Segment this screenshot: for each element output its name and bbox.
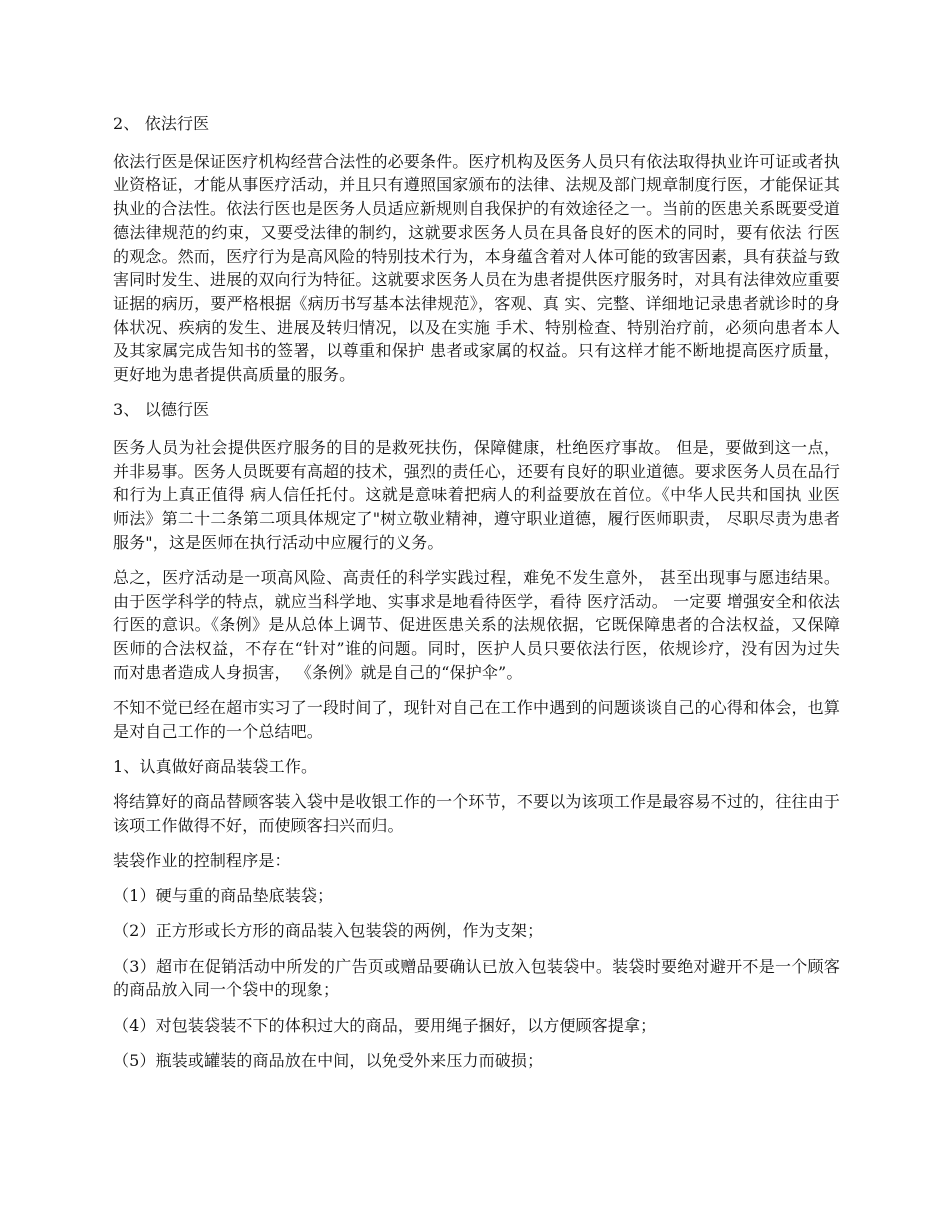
paragraph-bagging-description: 将结算好的商品替顾客装入袋中是收银工作的一个环节，不要以为该项工作是最容易不过的，往往由于该项工作做得不好，而使顾客扫兴而归。 xyxy=(113,792,840,835)
list-item-2: （2）正方形或长方形的商品装入包装袋的两例，作为支架； xyxy=(113,921,544,941)
list-item-4: （4）对包装袋装不下的体积过大的商品，要用绳子捆好，以方便顾客提拿； xyxy=(113,1015,657,1035)
list-item-3: （3）超市在促销活动中所发的广告页或赠品要确认已放入包装袋中。装袋时要绝对避开不是一个顾客的商品放入同一个袋中的现象； xyxy=(113,956,840,1000)
paragraph-bagging-procedure: 装袋作业的控制程序是： xyxy=(113,850,291,870)
document-page xyxy=(113,112,840,1084)
section-heading-3: 3、 以德行医 xyxy=(113,400,210,420)
paragraph-ethical-practice: 医务人员为社会提供医疗服务的目的是救死扶伤，保障健康，杜绝医疗事故。 但是，要做到这一点， 并非易事。医务人员既要有高超的技术，强烈的责任心，还要有良好的职业道德。要求医务人员在品行和行为上真正值得 病人信任托付。这就是意味着把病人的利益要放在首位。《中华人民共和国执 业医师法》第二十二条第二项具体规定了"树立敬业精神，遵守职业道德，履行医师职责， 尽职尽责为患者服务"，这是医师在执行活动中应履行的义务。 xyxy=(113,437,840,552)
paragraph-bagging-title: 1、认真做好商品装袋工作。 xyxy=(113,756,318,776)
paragraph-internship-intro: 不知不觉已经在超市实习了一段时间了，现针对自己在工作中遇到的问题谈谈自己的心得和体会，也算是对自己工作的一个总结吧。 xyxy=(113,697,840,741)
section-heading-2: 2、 依法行医 xyxy=(113,114,210,133)
paragraph-legal-practice: 依法行医是保证医疗机构经营合法性的必要条件。医疗机构及医务人员只有依法取得执业许可证或者执业资格证，才能从事医疗活动，并且只有遵照国家颁布的法律、法规及部门规章制度行医，才能保证其执业的合法性。依法行医也是医务人员适应新规则自我保护的有效途径之一。当前的医患关系既要受道德法律规范的约束，又要受法律的制约，这就要求医务人员在具备良好的医术的同时，要有依法 行医的观念。然而，医疗行为是高风险的特别技术行为，本身蕴含着对人体可能的致害因素，具有获益与致害同时发生、进展的双向行为特征。这就要求医务人员在为患者提供医疗服务时，对具有法律效应重要证据的病历，要严格根据《病历书写基本法律规范》，客观、真 实、完整、详细地记录患者就诊时的身体状况、疾病的发生、进展及转归情况，以及在实施 手术、特别检查、特别治疗前，必须向患者本人及其家属完成告知书的签署，以尊重和保护 患者或家属的权益。只有这样才能不断地提高医疗质量，更好地为患者提供高质量的服务。 xyxy=(113,151,840,385)
list-item-1: （1）硬与重的商品垫底装袋； xyxy=(113,886,334,906)
paragraph-summary: 总之，医疗活动是一项高风险、高责任的科学实践过程，难免不发生意外， 甚至出现事与愿违结果。由于医学科学的特点，就应当科学地、实事求是地看待医学，看待 医疗活动。 一定要 增强安全和依法行医的意识。《条例》是从总体上调节、促进医患关系的法规依据，它既保障患者的合法权益，又保障医师的合法权益，不存在“针对”谁的问题。同时，医护人员只要依法行医，依规诊疗，没有因为过失而对患者造成人身损害， 《条例》就是自己的“保护伞”。 xyxy=(113,567,840,682)
list-item-5: （5）瓶装或罐装的商品放在中间，以免受外来压力而破损； xyxy=(113,1050,544,1070)
